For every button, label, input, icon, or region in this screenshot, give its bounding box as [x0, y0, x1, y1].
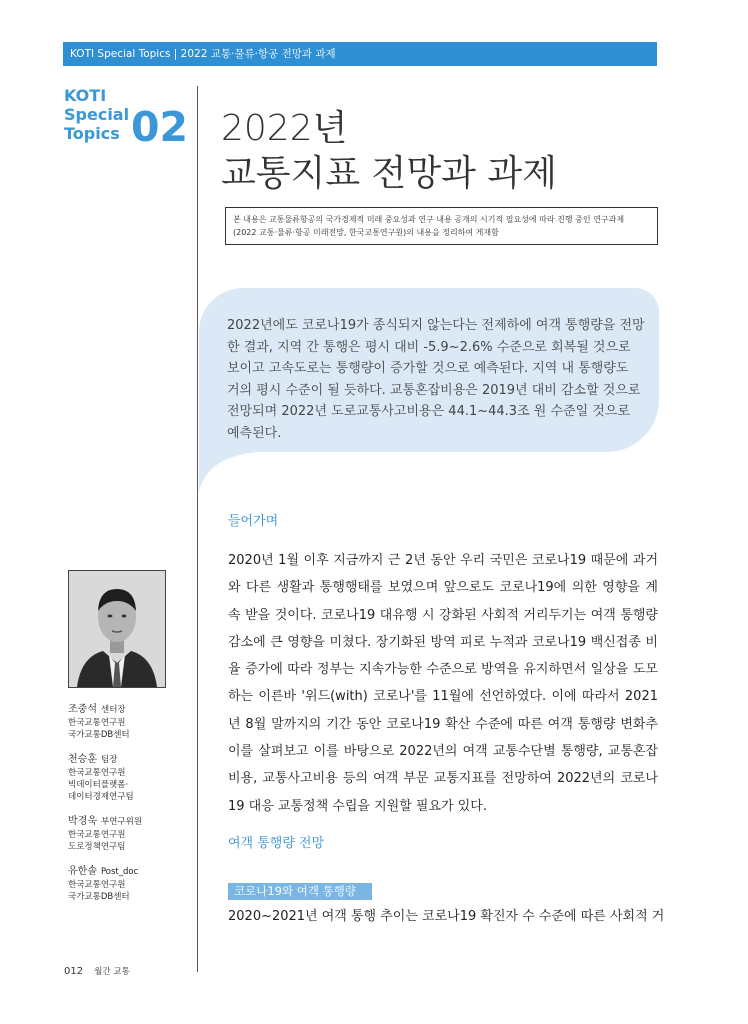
continued-paragraph: 2020~2021년 여객 통행 추이는 코로나19 확진자 수 수준에 따른 사회적 거	[228, 909, 665, 924]
brand-line-1: KOTI	[64, 86, 107, 105]
section-heading-forecast: 여객 통행량 전망	[228, 836, 325, 851]
author-list	[68, 703, 193, 915]
header-bar	[63, 42, 657, 66]
author-entry	[68, 865, 193, 903]
brand-line-2: Special	[64, 105, 130, 124]
brand-block	[64, 86, 129, 143]
author-role: 센터장	[100, 705, 126, 715]
summary-box	[199, 288, 659, 452]
section-heading-intro: 들어가며	[228, 514, 279, 529]
author-entry	[68, 753, 193, 803]
brand-line-3: Topics	[64, 124, 120, 143]
author-affiliation: 한국교통연구원	[68, 830, 126, 840]
note-line-2: (2022 교통·물류·항공 미래전망, 한국교통연구원)의 내용을 정리하여 게재함	[233, 228, 499, 237]
brand-number: 02	[131, 103, 189, 151]
author-affiliation: 한국교통연구원	[68, 718, 126, 728]
author-affiliation: 한국교통연구원	[68, 768, 126, 778]
author-role: 팀장	[100, 755, 118, 765]
author-department: 국가교통DB센터	[68, 730, 130, 740]
intro-text: 2020년 1월 이후 지금까지 근 2년 동안 우리 국민은 코로나19 때문에 과거와 다른 생활과 통행행태를 보였으며 앞으로도 코로나19에 의한 영향을 계속 받을 것이다. 코로나19 대유행 시 강화된 사회적 거리두기는 여객 통행량 감소에 큰 영향을 미쳤다. 장기화된 방역 피로 누적과 코로나19 백신접종 비율 증가에 따라 정부는 지속가능한 수준으로 방역을 유지하면서 일상을 도모하는 이른바 '위드(with) 코로나'를 11월에 선언하였다. 이에 따라서 2021년 8월 말까지의 기간 동안 코로나19 확산 수준에 따른 여객 통행량 변화추이를 살펴보고 이를 바탕으로 2022년의 여객 교통수단별 통행량, 교통혼잡비용, 교통사고비용 등의 여객 부문 교통지표를 전망하여 2022년의 코로나19 대응 교통정책 수립을 지원할 필요가 있다.	[228, 553, 658, 814]
author-photo	[68, 570, 166, 688]
author-department: 도로정책연구팀	[68, 842, 126, 852]
author-name: 유한솔	[68, 866, 97, 877]
subheading-label: 코로나19와 여객 통행량	[228, 883, 372, 900]
magazine-name: 월간 교통	[94, 967, 130, 977]
author-role: 부연구위원	[100, 817, 143, 827]
summary-corner-decoration	[199, 452, 259, 512]
intro-paragraph	[228, 547, 658, 820]
author-entry	[68, 703, 193, 741]
page-number: 012	[64, 966, 84, 977]
author-entry	[68, 815, 193, 853]
author-name: 박경욱	[68, 816, 97, 827]
author-role: Post_doc	[100, 867, 139, 877]
author-department: 국가교통DB센터	[68, 892, 130, 902]
page-title	[221, 106, 557, 196]
column-divider	[197, 86, 198, 972]
portrait-image	[69, 571, 165, 687]
header-text: KOTI Special Topics | 2022 교통·물류·항공 전망과 과제	[70, 48, 336, 60]
author-department: 빅데이터플랫폼·	[68, 780, 129, 790]
source-note	[225, 207, 658, 245]
author-name: 천승훈	[68, 754, 97, 765]
title-line-2: 교통지표 전망과 과제	[221, 153, 557, 194]
note-line-1: 본 내용은 교통물류항공의 국가경제적 미래 중요성과 연구 내용 공개의 시기적 필요성에 따라 진행 중인 연구과제	[233, 215, 625, 224]
summary-text: 2022년에도 코로나19가 종식되지 않는다는 전제하에 여객 통행량을 전망한 결과, 지역 간 통행은 평시 대비 -5.9~2.6% 수준으로 회복될 것으로 보이고 고속도로는 통행량이 증가할 것으로 예측된다. 지역 내 통행량도 거의 평시 수준이 될 듯하다. 교통혼잡비용은 2019년 대비 감소할 것으로 전망되며 2022년 도로교통사고비용은 44.1~44.3조 원 수준일 것으로 예측된다.	[227, 318, 645, 441]
title-line-1: 2022년	[221, 108, 348, 149]
page-footer	[64, 965, 130, 977]
author-affiliation: 한국교통연구원	[68, 880, 126, 890]
author-department: 데이터경제연구팀	[68, 792, 134, 802]
author-name: 조중석	[68, 704, 97, 715]
